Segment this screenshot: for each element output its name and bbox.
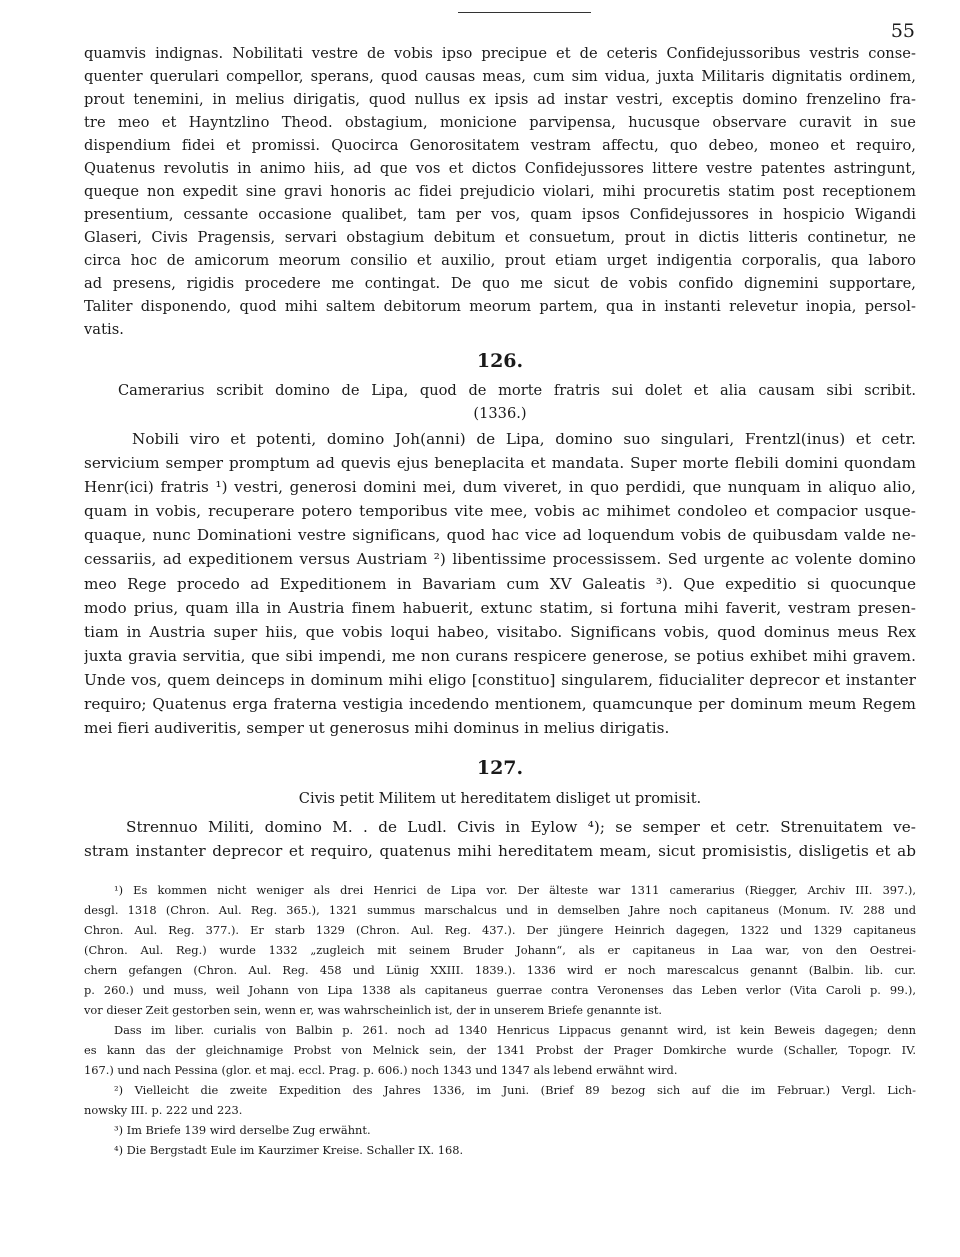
- text-line: Glaseri, Civis Pragensis, servari obstagium debitum et consuetum, prout in dictis litteris continetur, ne: [84, 229, 916, 246]
- text-line: meo Rege procedo ad Expeditionem in Bavariam cum XV Galeatis ³). Que expeditio si quocunque: [84, 574, 916, 593]
- text-line: servicium semper promptum ad quevis ejus beneplacita et mandata. Super morte flebili domini quondam: [84, 454, 916, 473]
- footnote-line: chern gefangen (Chron. Aul. Reg. 458 und Lünig XXIII. 1839.). 1336 wird er noch marescalcus genannt (Balbin. lib. cur.: [84, 963, 916, 977]
- footnote-line: ¹) Es kommen nicht weniger als drei Henrici de Lipa vor. Der älteste war 1311 camerarius (Riegger, Archiv III. 397.),: [114, 883, 916, 897]
- footnotes: [84, 880, 916, 1160]
- footnote-line: es kann das der gleichnamige Probst von Melnick sein, der 1341 Probst der Prager Domkirche wurde (Schaller, Topogr. IV.: [84, 1043, 916, 1057]
- text-line: quaque, nunc Dominationi vestre significans, quod hac vice ad loquendum vobis de quibusdam valde ne-: [84, 526, 916, 545]
- text-line: ad presens, rigidis procedere me contingat. De quo me sicut de vobis confido dignemini supportare,: [84, 275, 916, 292]
- text-line: requiro; Quatenus erga fraterna vestigia incedendo mentionem, quamcunque per dominum meum Regem: [84, 695, 916, 714]
- text-line: quenter querulari compellor, sperans, quod causas meas, cum sim vidua, juxta Militaris dignitatis ordinem,: [84, 68, 916, 85]
- footnote-line: ³) Im Briefe 139 wird derselbe Zug erwähnt.: [114, 1123, 371, 1137]
- footnote-line: ⁴) Die Bergstadt Eule im Kaurzimer Kreise. Schaller IX. 168.: [114, 1143, 464, 1157]
- footnote-line: Dass im liber. curialis von Balbin p. 261. noch ad 1340 Henricus Lippacus genannt wird, ist kein Beweis dagegen; denn: [114, 1023, 916, 1037]
- letter-126-number: 126.: [476, 350, 524, 372]
- text-line: Unde vos, quem deinceps in dominum mihi eligo [constituo] singularem, fiducialiter deprecor et instanter: [84, 670, 916, 689]
- text-line: quamvis indignas. Nobilitati vestre de vobis ipso precipue et de ceteris Confidejussoribus vestris conse-: [84, 45, 916, 62]
- text-line: stram instanter deprecor et requiro, quatenus mihi hereditatem meam, sicut promisistis, disligetis et ab: [84, 842, 916, 861]
- letter-127-body: [84, 815, 916, 863]
- text-line: prout tenemini, in melius dirigatis, quod nullus ex ipsis ad instar vestri, exceptis domino frenzelino fra-: [84, 91, 916, 108]
- letter-126-body: [84, 427, 916, 740]
- text-line: circa hoc de amicorum meorum consilio et auxilio, prout etiam urget indigentia corporalis, qua laboro: [84, 252, 916, 269]
- letter-127-summary: Civis petit Militem ut hereditatem disliget ut promisit.: [298, 790, 702, 807]
- footnote-line: p. 260.) und muss, weil Johann von Lipa 1338 als capitaneus guerrae contra Veronenses das Leben verlor (Vita Caroli p. 99.),: [84, 983, 916, 997]
- header-rule: [458, 12, 591, 13]
- text-line: cessariis, ad expeditionem versus Austriam ²) libentissime processissem. Sed urgente ac volente domino: [84, 550, 916, 569]
- text-line: presentium, cessante occasione qualibet, tam per vos, quam ipsos Confidejussores in hospicio Wigandi: [84, 206, 916, 223]
- footnote-line: (Chron. Aul. Reg.) wurde 1332 „zugleich mit seinem Bruder Johann“, als er capitaneus in Laa war, von den Oestrei-: [84, 943, 916, 957]
- text-line: Nobili viro et potenti, domino Joh(anni) de Lipa, domino suo singulari, Frentzl(inus) et cetr.: [132, 430, 916, 448]
- text-line: Henr(ici) fratris ¹) vestri, generosi domini mei, dum viveret, in quo perdidi, que nunquam in aliquo alio,: [84, 478, 916, 497]
- text-line: Taliter disponendo, quod mihi saltem debitorum meorum partem, qua in instanti relevetur inopia, persol-: [84, 298, 916, 315]
- letter-127-number: 127.: [476, 757, 524, 779]
- text-line: modo prius, quam illa in Austria finem habuerit, extunc statim, si fortuna mihi faverit, vestram presen-: [84, 598, 916, 617]
- page-number: 55: [890, 20, 915, 42]
- letter-126-date: (1336.): [473, 405, 527, 422]
- text-line: juxta gravia servitia, que sibi impendi, me non curans respicere generose, se potius exhibet mihi gravem.: [84, 646, 916, 665]
- footnote-line: 167.) und nach Pessina (glor. et maj. eccl. Prag. p. 606.) noch 1343 und 1347 als lebend erwähnt wird.: [84, 1063, 678, 1077]
- footnote-line: Chron. Aul. Reg. 377.). Er starb 1329 (Chron. Aul. Reg. 437.). Der jüngere Heinrich dagegen, 1322 und 1329 capitaneus: [84, 923, 916, 937]
- letter-125-continuation: [84, 42, 916, 341]
- text-line: tre meo et Hayntzlino Theod. obstagium, monicione parvipensa, hucusque observare curavit in sue: [84, 114, 916, 131]
- text-line: vatis.: [84, 321, 124, 338]
- text-line: mei fieri audiveritis, semper ut generosus mihi dominus in melius dirigatis.: [84, 719, 670, 738]
- text-line: tiam in Austria super hiis, que vobis loqui habeo, visitabo. Significans vobis, quod dominus meus Rex: [84, 622, 916, 641]
- footnote-line: vor dieser Zeit gestorben sein, wenn er, was wahrscheinlich ist, der in unserem Briefe genannte ist.: [84, 1003, 663, 1017]
- text-line: quam in vobis, recuperare potero temporibus vite mee, vobis ac mihimet condoleo et compacior usque-: [84, 502, 916, 521]
- text-line: Quatenus revolutis in animo hiis, ad que vos et dictos Confidejussores littere vestre patentes astringunt,: [84, 160, 916, 177]
- footnote-line: desgl. 1318 (Chron. Aul. Reg. 365.), 1321 summus marschalcus und in demselben Jahre noch capitaneus (Monum. IV. 288 und: [84, 903, 916, 917]
- text-line: queque non expedit sine gravi honoris ac fidei prejudicio violari, mihi procuretis statim post receptionem: [84, 183, 916, 200]
- footnote-line: ²) Vielleicht die zweite Expedition des Jahres 1336, im Juni. (Brief 89 bezog sich auf die im Februar.) Vergl. Lich-: [114, 1083, 916, 1097]
- footnote-line: nowsky III. p. 222 und 223.: [84, 1103, 243, 1117]
- letter-126-summary: Camerarius scribit domino de Lipa, quod de morte fratris sui dolet et alia causam sibi scribit.: [118, 382, 916, 399]
- text-line: dispendium fidei et promissi. Quocirca Genorositatem vestram affectu, quo debeo, moneo et requiro,: [84, 137, 916, 154]
- text-line: Strennuo Militi, domino M. . de Ludl. Civis in Eylow ⁴); se semper et cetr. Strenuitatem ve-: [126, 818, 916, 836]
